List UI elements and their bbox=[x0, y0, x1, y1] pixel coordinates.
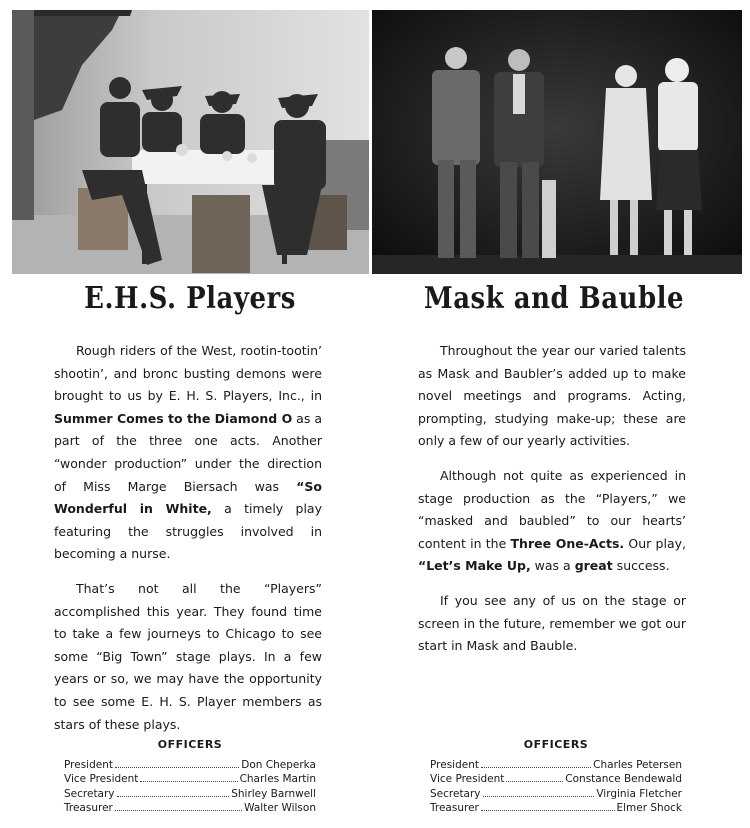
officer-role: Secretary bbox=[430, 787, 481, 800]
officers-heading: OFFICERS bbox=[523, 738, 589, 751]
officer-row bbox=[430, 758, 682, 772]
officer-role: President bbox=[64, 759, 113, 772]
officer-name: Charles Petersen bbox=[593, 759, 682, 772]
officers-heading: OFFICERS bbox=[157, 738, 223, 751]
text-run: a timely play featuring the struggles involved in becoming a nurse. bbox=[54, 501, 322, 562]
officer-role: Secretary bbox=[64, 787, 115, 800]
paragraph bbox=[418, 590, 686, 658]
officer-row bbox=[64, 801, 316, 815]
mask-bauble-body bbox=[418, 340, 686, 658]
players-title: E.H.S. Players bbox=[84, 281, 296, 317]
officer-name: Constance Bendewald bbox=[565, 773, 682, 786]
text-run: was a bbox=[530, 558, 575, 574]
leader-dots bbox=[481, 810, 615, 811]
leader-dots bbox=[506, 781, 563, 782]
officer-name: Walter Wilson bbox=[244, 801, 316, 814]
officer-row bbox=[64, 772, 316, 786]
bold-title: “So Wonderful in White, bbox=[54, 478, 322, 517]
officer-role: Treasurer bbox=[64, 801, 113, 814]
officer-name: Charles Martin bbox=[239, 773, 316, 786]
players-column bbox=[54, 281, 323, 748]
players-officers bbox=[64, 738, 316, 815]
officer-role: Vice President bbox=[430, 773, 505, 786]
officer-row bbox=[430, 787, 682, 801]
mask-bauble-column bbox=[418, 281, 686, 670]
text-run: Although not quite as experienced in stage production as the “Players,” we “masked and baubled” to our hearts’ content in the bbox=[418, 467, 686, 551]
text-run: as a part of the three one acts. Another “wonder production” under the direction of Miss Marge Biersach was bbox=[54, 410, 323, 494]
paragraph bbox=[54, 578, 322, 736]
players-body bbox=[54, 340, 322, 736]
paragraph bbox=[418, 465, 686, 578]
bold-title: Summer Comes to the Diamond O bbox=[54, 410, 293, 426]
paragraph bbox=[418, 340, 686, 453]
text-run: If you see any of us on the stage or screen in the future, remember we got our start in Mask and Bauble. bbox=[418, 592, 686, 654]
text-run: Our play, bbox=[624, 535, 686, 551]
paragraph bbox=[54, 340, 322, 566]
text-run: Throughout the year our varied talents as Mask and Baubler’s added up to make novel meetings and programs. Acting, prompting, studying make-up; these are only a few of our yearly activities. bbox=[418, 343, 686, 449]
leader-dots bbox=[483, 796, 595, 797]
leader-dots bbox=[140, 781, 237, 782]
officer-name: Shirley Barnwell bbox=[231, 787, 316, 800]
officer-row bbox=[430, 801, 682, 815]
officer-role: President bbox=[430, 759, 479, 772]
officer-role: Treasurer bbox=[430, 801, 479, 814]
officer-role: Vice President bbox=[64, 773, 139, 786]
leader-dots bbox=[117, 796, 230, 797]
mask-bauble-title: Mask and Bauble bbox=[423, 281, 685, 317]
leader-dots bbox=[481, 767, 591, 768]
text-run: That’s not all the “Players” accomplished this year. They found time to take a few journeys to Chicago to see some “Big Town” stage plays. In a few years or so, we may have the opportunity to see some E. H. S. Player members as stars of these plays. bbox=[54, 580, 322, 732]
mask-bauble-officers bbox=[430, 738, 682, 815]
text-run: Rough riders of the West, rootin-tootin’ shootin’, and bronc busting demons were brought to us by E. H. S. Players, Inc., in bbox=[54, 343, 322, 404]
bold-title: Three One-Acts. bbox=[510, 535, 625, 551]
officer-name: Virginia Fletcher bbox=[596, 787, 682, 800]
text-run: success. bbox=[612, 558, 670, 574]
bold-title: “Let’s Make Up, bbox=[418, 558, 531, 574]
officer-row bbox=[430, 772, 682, 786]
leader-dots bbox=[115, 767, 239, 768]
bold-title: great bbox=[574, 558, 613, 574]
mask-bauble-stage-photo bbox=[372, 10, 742, 274]
officer-row bbox=[64, 787, 316, 801]
officer-row bbox=[64, 758, 316, 772]
players-stage-photo bbox=[12, 10, 369, 274]
leader-dots bbox=[115, 810, 242, 811]
officer-name: Don Cheperka bbox=[241, 759, 316, 772]
officer-name: Elmer Shock bbox=[616, 801, 682, 814]
